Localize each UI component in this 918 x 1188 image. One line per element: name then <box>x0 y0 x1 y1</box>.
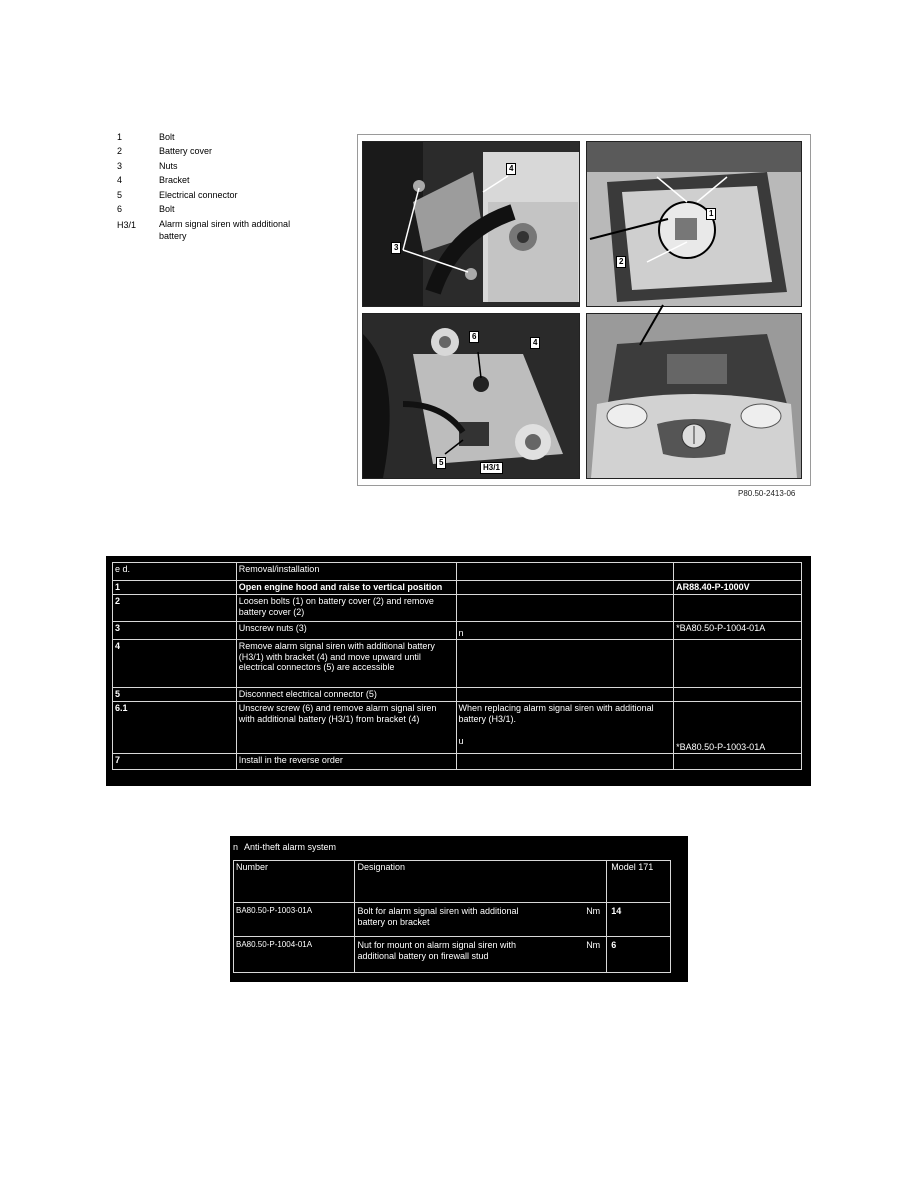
step-action: Loosen bolts (1) on battery cover (2) and remove battery cover (2) <box>236 595 456 622</box>
step-action: Disconnect electrical connector (5) <box>236 688 456 702</box>
step-note-icon: n <box>456 622 674 640</box>
figure-pointer-lines <box>358 135 810 485</box>
legend-row <box>117 218 337 242</box>
torque-number: BA80.50-P-1004-01A <box>234 937 355 973</box>
table-row <box>234 903 671 937</box>
torque-title-text: Anti-theft alarm system <box>244 842 337 852</box>
table-header-row <box>113 563 802 581</box>
torque-panel <box>230 836 688 982</box>
parts-legend <box>117 130 337 242</box>
torque-designation-row <box>357 940 604 961</box>
legend-row <box>117 130 337 144</box>
header-cell: e d. <box>113 563 237 581</box>
step-reference-link[interactable] <box>674 595 802 622</box>
table-row <box>113 595 802 622</box>
header-cell: Removal/installation <box>236 563 456 581</box>
callout-connector: 5 <box>436 457 446 469</box>
legend-row <box>117 144 337 158</box>
step-reference-link[interactable] <box>674 688 802 702</box>
legend-row <box>117 159 337 173</box>
torque-designation: Nut for mount on alarm signal siren with additional battery on firewall stud <box>357 940 517 961</box>
torque-value: 6 <box>607 937 671 973</box>
torque-number: BA80.50-P-1003-01A <box>234 903 355 937</box>
step-reference-link[interactable] <box>674 754 802 770</box>
callout-nuts: 3 <box>391 242 401 254</box>
torque-value: 14 <box>607 903 671 937</box>
legend-key: 4 <box>117 175 123 186</box>
step-number: 5 <box>113 688 237 702</box>
legend-text: Bolt <box>159 204 175 215</box>
torque-unit: Nm <box>586 940 601 950</box>
table-row <box>113 640 802 688</box>
legend-text: Nuts <box>159 160 178 171</box>
legend-key: 1 <box>117 132 123 142</box>
torque-title-icon: n <box>233 842 239 852</box>
installation-figure <box>357 134 811 486</box>
step-note: When replacing alarm signal siren with additional battery (H3/1). <box>458 703 654 724</box>
step-action: Unscrew screw (6) and remove alarm signal siren with additional battery (H3/1) from bracket (4) <box>236 702 456 754</box>
legend-text: Alarm signal siren with additional battery <box>159 219 291 242</box>
torque-unit: Nm <box>586 906 601 916</box>
step-action: Unscrew nuts (3) <box>236 622 456 640</box>
header-number: Number <box>234 861 355 903</box>
step-number: 6.1 <box>113 702 237 754</box>
legend-text: Battery cover <box>159 146 213 157</box>
legend-text: Bolt <box>159 132 175 142</box>
callout-screw: 6 <box>469 331 479 343</box>
torque-title <box>233 842 336 852</box>
callout-bracket: 4 <box>506 163 516 175</box>
step-reference-link[interactable] <box>674 640 802 688</box>
callout-battery-cover: 2 <box>616 256 626 268</box>
procedure-panel <box>106 556 811 786</box>
step-number: 1 <box>113 581 237 595</box>
legend-row <box>117 173 337 187</box>
header-model: Model 171 <box>607 861 671 903</box>
legend-key: 3 <box>117 160 123 171</box>
torque-table <box>233 860 671 973</box>
legend-text: Bracket <box>159 175 190 186</box>
table-row <box>113 702 802 754</box>
header-cell <box>456 563 674 581</box>
table-row <box>113 754 802 770</box>
table-row <box>234 937 671 973</box>
step-note <box>456 595 674 622</box>
step-reference-link[interactable]: AR88.40-P-1000V <box>674 581 802 595</box>
step-number: 3 <box>113 622 237 640</box>
table-row <box>113 688 802 702</box>
torque-designation-cell <box>355 903 607 937</box>
step-note <box>456 754 674 770</box>
step-number: 7 <box>113 754 237 770</box>
step-note-icon: u <box>458 736 464 746</box>
legend-key: 6 <box>117 204 123 215</box>
header-cell <box>674 563 802 581</box>
legend-row <box>117 188 337 202</box>
step-action: Remove alarm signal siren with additional battery (H3/1) with bracket (4) and move upward until electrical connectors (5) are accessible <box>236 640 456 688</box>
step-action: Open engine hood and raise to vertical position <box>236 581 456 595</box>
callout-siren: H3/1 <box>480 462 503 474</box>
step-number: 4 <box>113 640 237 688</box>
step-note <box>456 688 674 702</box>
torque-designation-row <box>357 906 604 927</box>
table-header-row <box>234 861 671 903</box>
torque-designation: Bolt for alarm signal siren with additional battery on bracket <box>357 906 519 927</box>
callout-bracket-lower: 4 <box>530 337 540 349</box>
torque-designation-cell <box>355 937 607 973</box>
step-reference-link[interactable]: *BA80.50-P-1004-01A <box>674 622 802 640</box>
legend-key: H3/1 <box>117 220 137 231</box>
legend-key: 2 <box>117 146 123 157</box>
step-reference-link[interactable]: *BA80.50-P-1003-01A <box>674 702 802 754</box>
step-note <box>456 581 674 595</box>
step-note <box>456 640 674 688</box>
table-row <box>113 581 802 595</box>
step-note-cell <box>456 702 674 754</box>
figure-caption: P80.50-2413-06 <box>738 489 796 498</box>
legend-key: 5 <box>117 189 123 200</box>
header-designation: Designation <box>355 861 607 903</box>
legend-text: Electrical connector <box>159 189 238 200</box>
table-row <box>113 622 802 640</box>
procedure-table <box>112 562 802 770</box>
step-action: Install in the reverse order <box>236 754 456 770</box>
step-number: 2 <box>113 595 237 622</box>
callout-bolt: 1 <box>706 208 716 220</box>
legend-row <box>117 202 337 216</box>
